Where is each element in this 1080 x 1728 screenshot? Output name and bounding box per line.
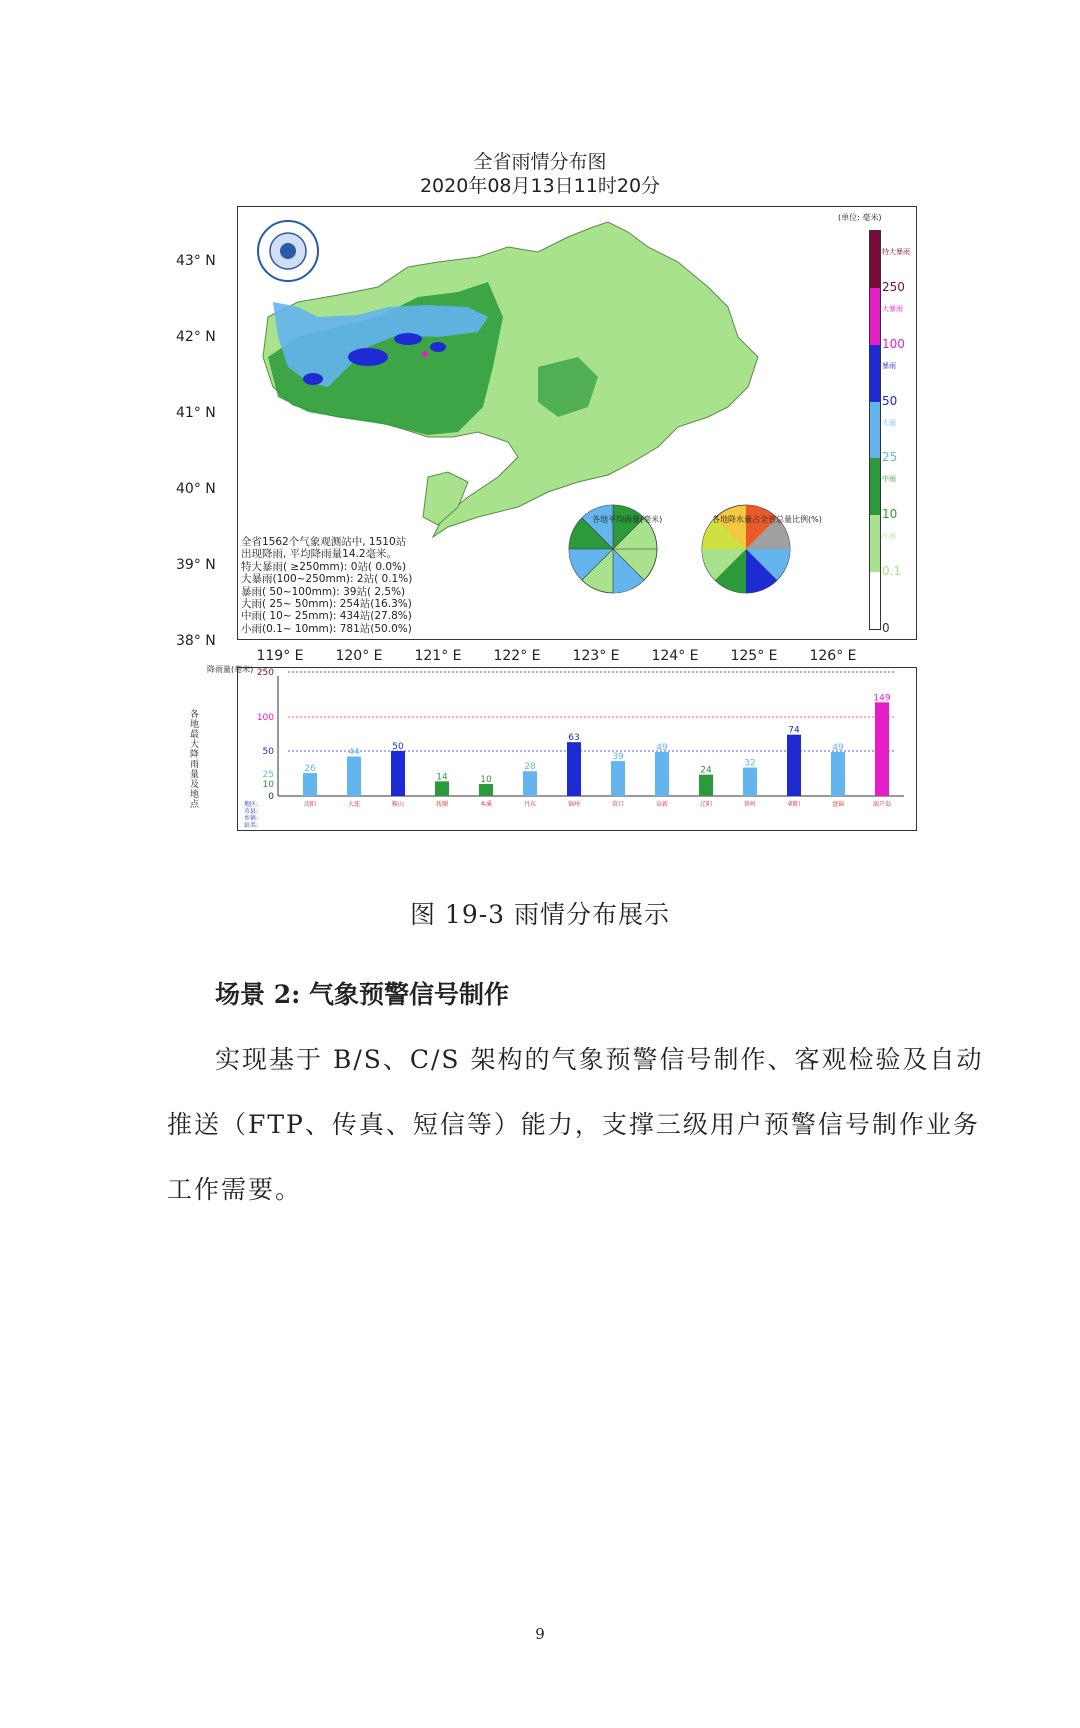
legend-value: 0.1 [882,564,902,579]
bar [347,757,361,796]
legend-swatch [870,288,880,345]
lon-label: 121° E [414,648,462,664]
y-tick-label: 25 [262,770,274,780]
bar [391,751,405,796]
legend-swatch [870,572,880,629]
category-label: 朝阳 [787,801,801,808]
stat-row: 中雨( 10~ 25mm): 434站(27.8%) [241,610,412,623]
bar-value-label: 149 [873,693,891,704]
stat-row: 大雨( 25~ 50mm): 254站(16.3%) [241,598,412,611]
legend-value: 250 [882,279,905,294]
legend-colorbar [869,230,881,630]
bar [831,752,845,796]
map-title-text: 全省雨情分布图 [473,151,607,173]
bar [523,771,537,796]
legend-name: 大暴雨 [882,304,903,313]
legend-value: 0 [882,621,890,635]
y-tick-label: 10 [262,780,274,790]
legend-name: 小雨 [882,532,896,541]
rainstorm-area-4 [430,342,446,352]
lat-label-42: 42° N [176,329,216,345]
rainstorm-area-1 [348,348,388,366]
category-label: 沈阳 [303,801,317,808]
category-label: 本溪 [479,801,493,808]
bar [611,761,625,796]
legend-value: 10 [882,507,898,522]
bar [655,752,669,796]
category-label: 营口 [611,801,625,808]
figure-caption: 图 19-3 雨情分布展示 [409,900,671,929]
bar [303,773,317,796]
bar-value-label: 63 [568,733,580,744]
bar [479,784,493,796]
paragraph-line-1: 实现基于 B/S、C/S 架构的气象预警信号制作、客观检验及自动 [215,1045,984,1074]
category-label: 锦州 [567,801,581,808]
bar-value-label: 44 [348,747,360,758]
summary-line-1: 全省1562个气象观测站中, 1510站 [241,536,407,548]
bar-value-label: 50 [392,742,404,752]
stat-row: 暴雨( 50~100mm): 39站( 2.5%) [241,585,406,598]
bar-ylabel-top: 降雨量(毫米) [207,665,254,674]
stat-row: 小雨(0.1~ 10mm): 781站(50.0%) [241,622,412,635]
lat-label-41: 41° N [176,405,216,421]
lon-label: 126° E [809,648,857,664]
y-tick-label: 100 [256,713,274,723]
lon-label: 119° E [256,648,304,664]
map-datetime: 2020年08月13日11时20分 [419,175,661,197]
lat-label-38: 38° N [176,633,216,649]
legend-swatch [870,345,880,402]
category-label: 盘锦 [831,801,845,808]
row-label: 地区: [244,801,259,808]
y-tick-label: 0 [268,792,274,802]
rainstorm-area-3 [394,333,422,345]
bar-value-label: 39 [612,752,624,763]
legend-labels [882,218,918,635]
legend-swatch [870,515,880,572]
lon-label: 123° E [572,648,620,664]
map-title [0,150,1080,198]
category-label: 抚顺 [435,801,449,808]
lon-label: 125° E [730,648,778,664]
legend-name: 中雨 [882,475,896,484]
page-number: 9 [535,1625,545,1643]
section-heading: 场景 2: 气象预警信号制作 [215,980,510,1009]
legend-unit: (单位: 毫米) [838,213,882,222]
stat-row: 特大暴雨( ≥250mm): 0站( 0.0%) [241,560,407,573]
row-label: 站名: [244,822,259,829]
bar-value-label: 14 [436,772,448,783]
rainstorm-area-2 [303,373,323,385]
rain-stats [241,536,431,635]
lon-label: 124° E [651,648,699,664]
bar-value-label: 26 [304,764,316,775]
bar [875,702,889,796]
lat-label-43: 43° N [176,253,216,269]
row-label: 乡镇: [244,815,259,822]
category-label: 辽阳 [699,801,713,808]
bar [743,768,757,796]
max-rainfall-bar-chart [237,667,917,831]
bar-value-label: 49 [656,742,668,753]
category-label: 鞍山 [391,801,405,808]
legend-value: 100 [882,336,905,351]
bar [567,742,581,796]
legend-swatch [870,231,880,288]
legend-name: 特大暴雨 [882,248,910,257]
lon-label: 122° E [493,648,541,664]
category-label: 葫芦岛 [872,801,892,808]
bar-chart-svg [238,668,918,832]
legend-name: 大雨 [882,418,896,427]
legend-value: 25 [882,450,898,465]
legend-swatch [870,402,880,459]
bar-value-label: 74 [788,725,800,736]
row-label: 市县: [244,808,259,815]
paragraph-line-3: 工作需要。 [167,1175,303,1204]
summary-line-2: 出现降雨, 平均降雨量14.2毫米。 [241,548,398,561]
bar [435,781,449,796]
pie2-title: 各地降水量占全省总量比例(%) [712,515,822,524]
bar [787,735,801,796]
bar-value-label: 24 [700,765,712,776]
category-label: 大连 [347,801,361,808]
bar [699,775,713,796]
y-tick-label: 250 [256,668,274,678]
y-tick-label: 50 [262,747,274,757]
torrential-area [422,351,428,357]
legend-name: 暴雨 [882,361,896,370]
pie1-title: 各地平均雨量(毫米) [592,515,663,524]
paragraph-line-2: 推送（FTP、传真、短信等）能力，支撑三级用户预警信号制作业务 [167,1110,980,1139]
bar-value-label: 10 [480,775,492,785]
legend-swatch [870,458,880,515]
lat-label-39: 39° N [176,557,216,573]
category-label: 阜新 [655,801,669,808]
lat-label-40: 40° N [176,481,216,497]
category-label: 丹东 [523,801,537,808]
legend-value: 50 [882,393,898,408]
stat-row: 大暴雨(100~250mm): 2站( 0.1%) [241,573,413,586]
rain-legend [869,218,913,635]
bar-value-label: 32 [744,758,756,769]
bar-ylabel-side: 各地最大降雨量及地点 [190,710,200,810]
lon-label: 120° E [335,648,383,664]
bar-value-label: 49 [832,742,844,753]
category-label: 铁岭 [743,801,757,808]
bar-value-label: 28 [524,762,536,773]
